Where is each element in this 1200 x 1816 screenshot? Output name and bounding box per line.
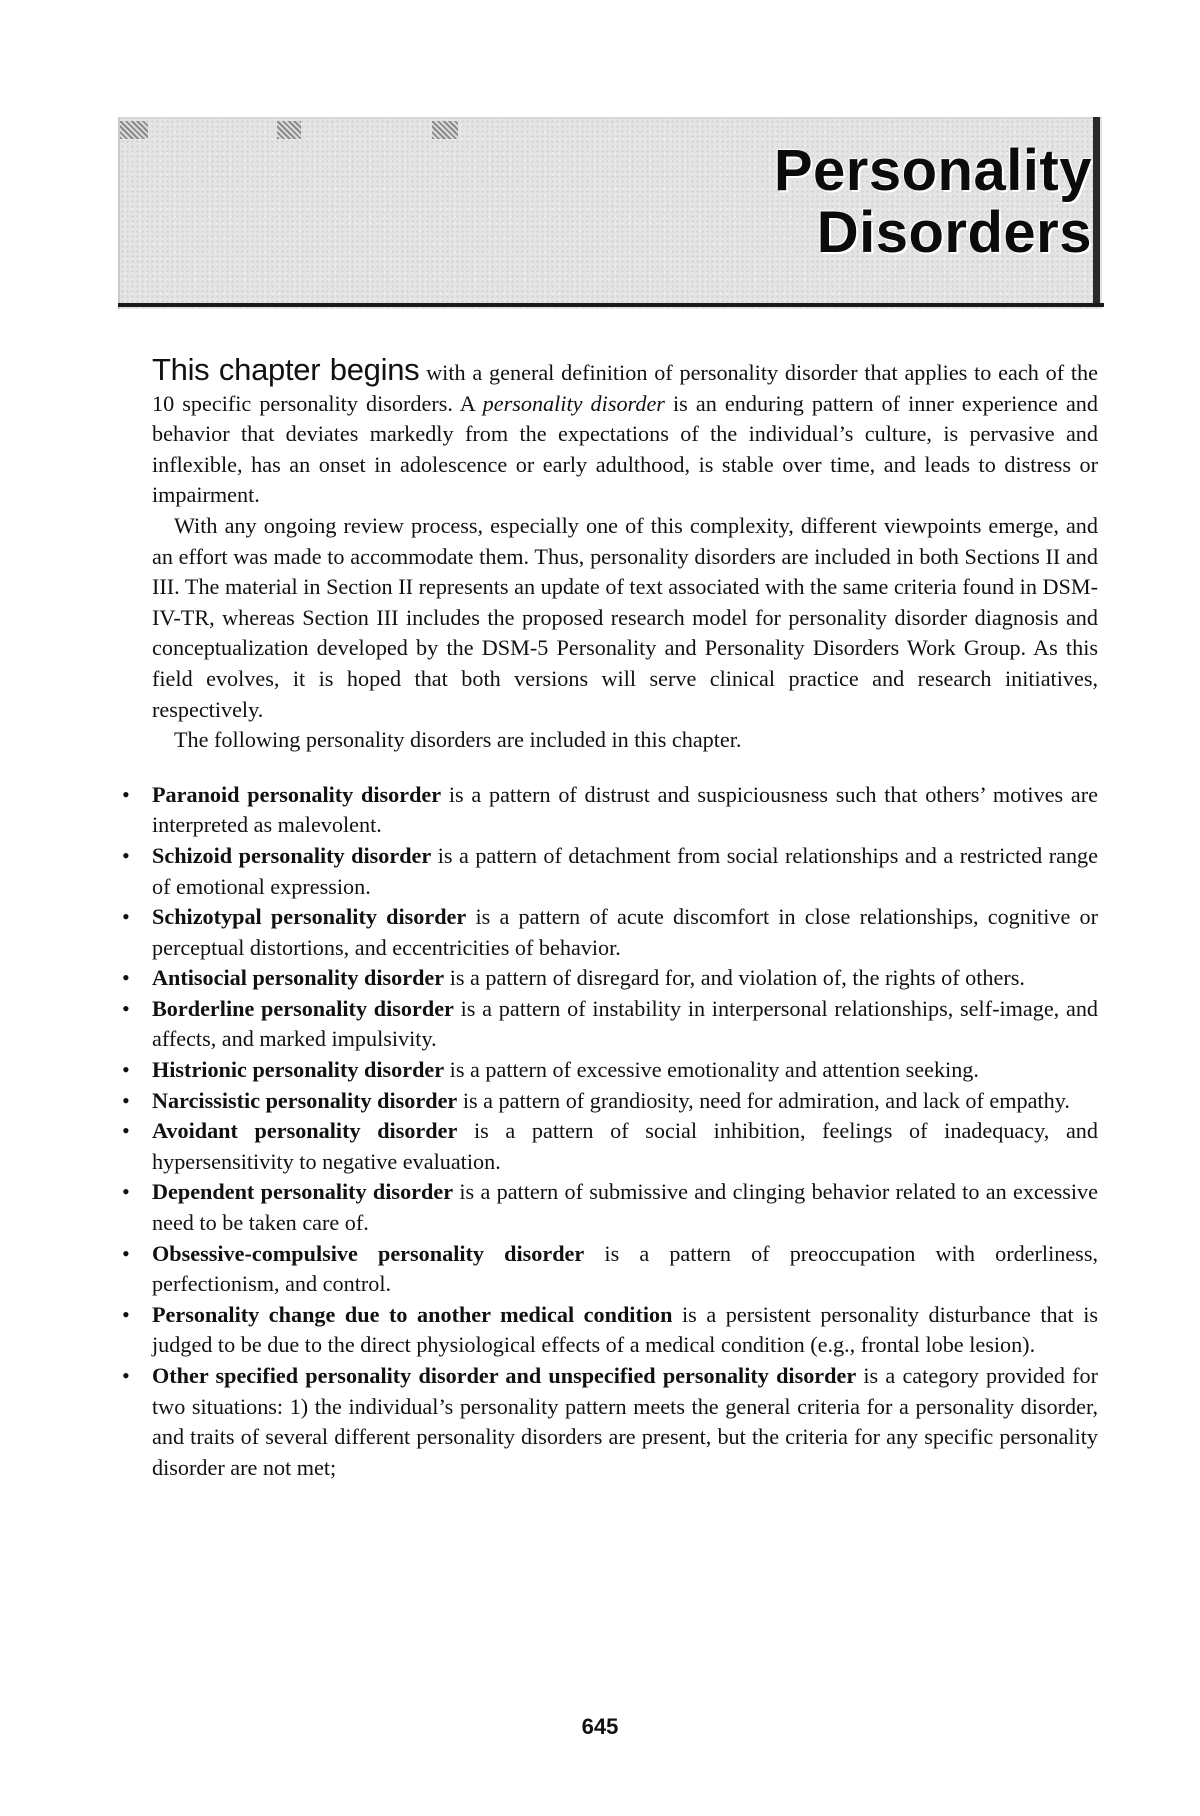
disorder-name: Obsessive-compulsive personality disorder xyxy=(152,1240,585,1266)
disorder-list xyxy=(152,780,1098,1484)
disorder-description: is a pattern of distrust and suspiciousness such that others’ motives are interpreted as malevolent. xyxy=(152,781,1098,838)
disorder-name: Personality change due to another medical condition xyxy=(152,1301,673,1327)
intro-text-b: is an enduring pattern of inner experience and behavior that deviates markedly from the expectations of the individual’s culture, is pervasive and inflexible, has an onset in adolescence or early adulthood, is stable over time, and leads to distress or impairment. xyxy=(152,390,1098,508)
banner-decoration xyxy=(432,121,458,139)
list-item xyxy=(152,1361,1098,1483)
disorder-name: Narcissistic personality disorder xyxy=(152,1087,458,1113)
chapter-body xyxy=(152,352,1099,1483)
disorder-description: is a pattern of acute discomfort in close relationships, cognitive or perceptual distortions, and eccentricities of behavior. xyxy=(152,904,1098,960)
disorder-name: Histrionic personality disorder xyxy=(152,1057,445,1083)
disorder-name: Borderline personality disorder xyxy=(152,995,454,1021)
lead-in: This chapter begins xyxy=(152,352,420,387)
list-item xyxy=(152,1300,1098,1361)
list-item xyxy=(152,1239,1098,1300)
disorder-description: is a pattern of instability in interpersonal relationships, self-image, and affects, and marked impulsivity. xyxy=(152,995,1099,1052)
banner-edge xyxy=(1093,117,1100,307)
banner-decoration xyxy=(277,121,301,139)
intro-paragraph xyxy=(152,352,1098,511)
disorder-description: is a pattern of grandiosity, need for admiration, and lack of empathy. xyxy=(457,1087,1070,1113)
disorder-name: Antisocial personality disorder xyxy=(152,965,445,991)
list-item xyxy=(152,780,1098,841)
list-item xyxy=(152,902,1098,963)
banner-decoration xyxy=(120,121,148,139)
disorder-description: is a pattern of social inhibition, feelings of inadequacy, and hypersensitivity to negative evaluation. xyxy=(152,1118,1098,1174)
list-intro-paragraph: The following personality disorders are included in this chapter. xyxy=(174,727,742,753)
disorder-name: Schizotypal personality disorder xyxy=(152,904,467,930)
intro-text-a: with a general definition of personality disorder that applies to each of the 10 specific personality disorders. A xyxy=(152,360,1098,416)
disorder-description: is a pattern of detachment from social relationships and a restricted range of emotional expression. xyxy=(152,842,1098,899)
defined-term: personality disorder xyxy=(482,390,665,416)
disorder-description: is a pattern of disregard for, and violation of, the rights of others. xyxy=(444,965,1025,991)
disorder-name: Avoidant personality disorder xyxy=(152,1118,458,1144)
disorder-name: Paranoid personality disorder xyxy=(152,781,442,807)
list-item xyxy=(152,1055,1098,1086)
disorder-name: Schizoid personality disorder xyxy=(152,842,432,868)
list-item xyxy=(152,841,1098,902)
review-paragraph: With any ongoing review process, especially one of this complexity, different viewpoints emerge, and an effort was made to accommodate them. Thus, personality disorders are included in both Sections II and III. The material in Section II represents an update of text associated with the same criteria found in DSM-IV-TR, whereas Section III includes the proposed research model for personality disorder diagnosis and conceptualization developed by the DSM-5 Personality and Personality Disorders Work Group. As this field evolves, it is hoped that both versions will serve clinical practice and research initiatives, respectively. xyxy=(152,512,1098,722)
list-item xyxy=(152,1086,1098,1117)
disorder-description: is a pattern of submissive and clinging behavior related to an excessive need to be taken care of. xyxy=(152,1179,1098,1236)
chapter-title-line2: Disorders xyxy=(816,200,1092,265)
disorder-name: Dependent personality disorder xyxy=(152,1179,454,1205)
list-item xyxy=(152,1177,1098,1238)
list-item xyxy=(152,994,1098,1055)
disorder-description: is a persistent personality disturbance that is judged to be due to the direct physiological effects of a medical condition (e.g., frontal lobe lesion). xyxy=(152,1301,1099,1358)
page-number: 645 xyxy=(581,1714,619,1739)
chapter-title-line1: Personality xyxy=(773,138,1092,203)
disorder-description: is a pattern of excessive emotionality and attention seeking. xyxy=(444,1057,979,1083)
disorder-description: is a pattern of preoccupation with orderliness, perfectionism, and control. xyxy=(152,1240,1098,1297)
list-item xyxy=(152,963,1098,994)
banner-rule xyxy=(118,303,1104,307)
list-item xyxy=(152,1116,1098,1177)
disorder-name: Other specified personality disorder and unspecified personality disorder xyxy=(152,1363,857,1388)
chapter-title xyxy=(774,140,1092,264)
disorder-description: is a category provided for two situations: 1) the individual’s personality pattern meets the general criteria for a personality disorder, and traits of several different personality disorders are present, but the criteria for any specific personality disorder are not met; xyxy=(152,1363,1098,1480)
